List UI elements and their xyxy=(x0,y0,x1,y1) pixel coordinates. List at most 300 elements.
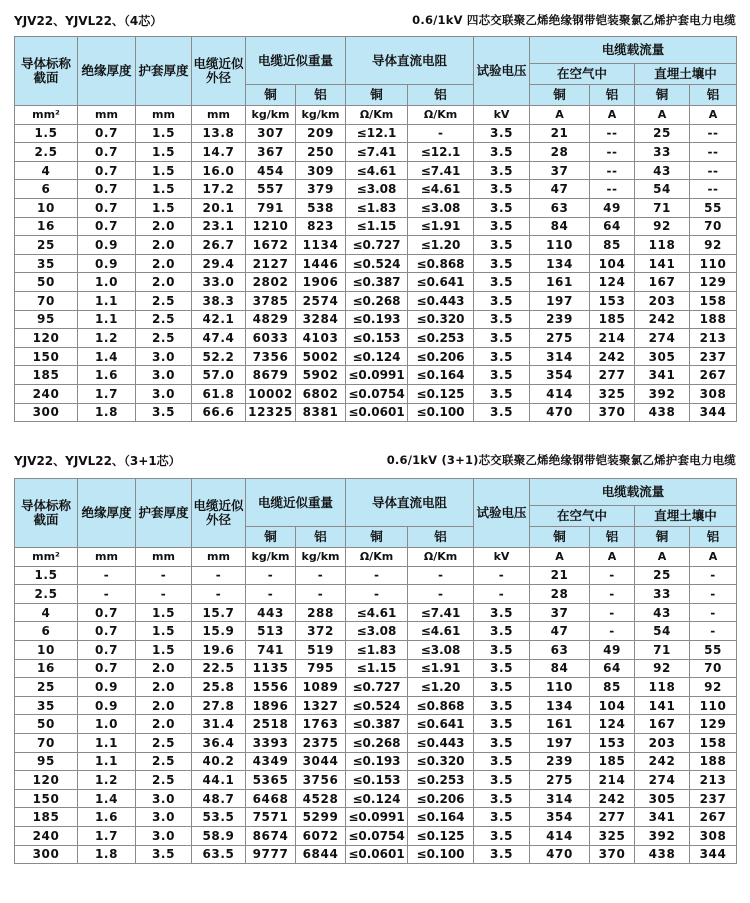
unit-cell: A xyxy=(530,106,590,125)
table-cell: -- xyxy=(590,143,635,162)
table-cell: 300 xyxy=(15,403,78,422)
table-cell: 120 xyxy=(15,771,78,790)
table-cell: 2.5 xyxy=(136,291,192,310)
header-resistance-cu: 铜 xyxy=(346,85,408,106)
table-row xyxy=(15,659,737,678)
table-cell: 3044 xyxy=(296,752,346,771)
table-cell: 70 xyxy=(15,733,78,752)
table-cell: 1.5 xyxy=(136,161,192,180)
table-cell: - xyxy=(408,566,474,585)
unit-cell: kV xyxy=(474,548,530,567)
table-cell: ≤12.1 xyxy=(346,124,408,143)
table-cell: 1.5 xyxy=(15,124,78,143)
table-cell: 2.0 xyxy=(136,236,192,255)
table-cell: 71 xyxy=(635,640,690,659)
unit-cell: Ω/Km xyxy=(346,106,408,125)
header-soil-cu: 铜 xyxy=(635,527,690,548)
table-cell: 250 xyxy=(296,143,346,162)
table-cell: 124 xyxy=(590,273,635,292)
table-row xyxy=(15,198,737,217)
table-cell: 25 xyxy=(635,124,690,143)
table-cell: ≤0.193 xyxy=(346,310,408,329)
header-sheath: 护套厚度 xyxy=(136,37,192,106)
table-cell: 3.0 xyxy=(136,384,192,403)
section1-model: YJV22、YJVL22、（4芯） xyxy=(14,14,163,28)
table-cell: 2574 xyxy=(296,291,346,310)
table-cell: 214 xyxy=(590,771,635,790)
table-row xyxy=(15,403,737,422)
table-cell: - xyxy=(690,566,737,585)
table-cell: - xyxy=(590,622,635,641)
table-cell: ≤1.91 xyxy=(408,217,474,236)
unit-cell: Ω/Km xyxy=(408,548,474,567)
table-cell: ≤1.20 xyxy=(408,236,474,255)
table-cell: 470 xyxy=(530,845,590,864)
table-cell: ≤4.61 xyxy=(346,603,408,622)
table-cell: 55 xyxy=(690,640,737,659)
table-cell: 1.6 xyxy=(78,366,136,385)
table-cell: 167 xyxy=(635,715,690,734)
table-cell: ≤0.727 xyxy=(346,678,408,697)
table-row xyxy=(15,696,737,715)
table-cell: ≤0.206 xyxy=(408,347,474,366)
table-cell: - xyxy=(474,566,530,585)
table-cell: 25 xyxy=(15,236,78,255)
table-cell: 325 xyxy=(590,826,635,845)
table-cell: 3.5 xyxy=(474,845,530,864)
table-cell: 0.7 xyxy=(78,143,136,162)
table-cell: - xyxy=(346,566,408,585)
table-cell: 414 xyxy=(530,384,590,403)
table-cell: 6033 xyxy=(246,329,296,348)
header-outer-diameter: 电缆近似外径 xyxy=(192,479,246,548)
table-cell: 22.5 xyxy=(192,659,246,678)
table-cell: ≤0.641 xyxy=(408,273,474,292)
table-cell: 240 xyxy=(15,826,78,845)
table-cell: 2.5 xyxy=(136,752,192,771)
table-row xyxy=(15,771,737,790)
table-cell: 6802 xyxy=(296,384,346,403)
table-cell: 1.0 xyxy=(78,715,136,734)
table-cell: 0.9 xyxy=(78,236,136,255)
table-cell: ≤0.125 xyxy=(408,384,474,403)
table-cell: 118 xyxy=(635,236,690,255)
header-air-cu: 铜 xyxy=(530,527,590,548)
table-cell: ≤1.83 xyxy=(346,198,408,217)
table-cell: 438 xyxy=(635,845,690,864)
table-cell: 0.9 xyxy=(78,696,136,715)
table-row xyxy=(15,291,737,310)
table-cell: 2.0 xyxy=(136,696,192,715)
table-cell: 203 xyxy=(635,291,690,310)
table-cell: 557 xyxy=(246,180,296,199)
table-cell: 3.5 xyxy=(474,254,530,273)
header-in-soil: 直埋土壤中 xyxy=(635,64,737,85)
table-cell: 52.2 xyxy=(192,347,246,366)
table-cell: 274 xyxy=(635,329,690,348)
table-cell: 95 xyxy=(15,752,78,771)
header-in-soil: 直埋土壤中 xyxy=(635,506,737,527)
table-cell: 185 xyxy=(590,752,635,771)
table-cell: 1.2 xyxy=(78,329,136,348)
table-cell: 55 xyxy=(690,198,737,217)
table-cell: 124 xyxy=(590,715,635,734)
table-cell: 209 xyxy=(296,124,346,143)
table-cell: 28 xyxy=(530,585,590,604)
table-cell: 7571 xyxy=(246,808,296,827)
table-cell: 29.4 xyxy=(192,254,246,273)
table-cell: 188 xyxy=(690,752,737,771)
table-cell: 1.5 xyxy=(15,566,78,585)
unit-cell: Ω/Km xyxy=(408,106,474,125)
table-cell: 4528 xyxy=(296,789,346,808)
table-cell: 309 xyxy=(296,161,346,180)
table-cell: 3.5 xyxy=(474,659,530,678)
table-cell: 305 xyxy=(635,789,690,808)
table-cell: 63 xyxy=(530,198,590,217)
table-cell: 150 xyxy=(15,789,78,808)
table-cell: - xyxy=(136,566,192,585)
table-row xyxy=(15,826,737,845)
table-cell: 354 xyxy=(530,808,590,827)
table-cell: 3.0 xyxy=(136,366,192,385)
table-cell: 104 xyxy=(590,696,635,715)
table-cell: 0.7 xyxy=(78,640,136,659)
section2-model: YJV22、YJVL22、（3+1芯） xyxy=(14,454,181,468)
table-cell: 3.5 xyxy=(474,310,530,329)
table-cell: 27.8 xyxy=(192,696,246,715)
table-cell: ≤0.253 xyxy=(408,329,474,348)
table-row xyxy=(15,310,737,329)
header-in-air: 在空气中 xyxy=(530,506,635,527)
table-cell: ≤4.61 xyxy=(408,180,474,199)
table-cell: 153 xyxy=(590,733,635,752)
table-cell: 0.7 xyxy=(78,603,136,622)
table-cell: 141 xyxy=(635,696,690,715)
table-cell: 47.4 xyxy=(192,329,246,348)
table-cell: 370 xyxy=(590,403,635,422)
table-cell: - xyxy=(192,585,246,604)
header-in-air: 在空气中 xyxy=(530,64,635,85)
table-cell: 2375 xyxy=(296,733,346,752)
header-soil-al: 铝 xyxy=(690,527,737,548)
table-cell: 120 xyxy=(15,329,78,348)
unit-cell: A xyxy=(590,548,635,567)
table-cell: 6 xyxy=(15,180,78,199)
table-cell: 3393 xyxy=(246,733,296,752)
header-air-al: 铝 xyxy=(590,85,635,106)
header-ampacity: 电缆载流量 xyxy=(530,37,737,64)
table-cell: 3.5 xyxy=(136,403,192,422)
table-cell: 31.4 xyxy=(192,715,246,734)
table-row xyxy=(15,715,737,734)
table-cell: 48.7 xyxy=(192,789,246,808)
table-cell: 3.5 xyxy=(474,329,530,348)
table-cell: 370 xyxy=(590,845,635,864)
table-cell: 167 xyxy=(635,273,690,292)
table-row xyxy=(15,236,737,255)
table-cell: 6844 xyxy=(296,845,346,864)
table-row xyxy=(15,622,737,641)
table-cell: 1.1 xyxy=(78,310,136,329)
table-cell: 70 xyxy=(690,659,737,678)
header-soil-cu: 铜 xyxy=(635,85,690,106)
table-cell: 275 xyxy=(530,329,590,348)
table-cell: ≤0.125 xyxy=(408,826,474,845)
table-cell: 35 xyxy=(15,696,78,715)
table-cell: 1.1 xyxy=(78,752,136,771)
unit-cell: mm xyxy=(136,548,192,567)
table-cell: 1.8 xyxy=(78,845,136,864)
table-cell: 3756 xyxy=(296,771,346,790)
table-cell: 19.6 xyxy=(192,640,246,659)
table-cell: 63 xyxy=(530,640,590,659)
table-cell: 392 xyxy=(635,384,690,403)
table-cell: - xyxy=(590,566,635,585)
table-cell: 185 xyxy=(590,310,635,329)
table-cell: 823 xyxy=(296,217,346,236)
table-cell: 3.5 xyxy=(474,403,530,422)
table-cell: 49 xyxy=(590,640,635,659)
header-ampacity: 电缆载流量 xyxy=(530,479,737,506)
table-row xyxy=(15,733,737,752)
table-cell: 3.5 xyxy=(474,640,530,659)
header-outer-diameter: 电缆近似外径 xyxy=(192,37,246,106)
table-cell: 23.1 xyxy=(192,217,246,236)
table-cell: 150 xyxy=(15,347,78,366)
table-cell: 0.7 xyxy=(78,161,136,180)
table-cell: 2.5 xyxy=(136,733,192,752)
section1-table xyxy=(14,36,737,422)
unit-cell: A xyxy=(530,548,590,567)
table-cell: 239 xyxy=(530,752,590,771)
table-row xyxy=(15,161,737,180)
table-cell: 129 xyxy=(690,715,737,734)
table-cell: 64 xyxy=(590,217,635,236)
table-cell: 1.5 xyxy=(136,198,192,217)
table-cell: ≤0.387 xyxy=(346,273,408,292)
header-resistance: 导体直流电阻 xyxy=(346,479,474,527)
table-cell: 454 xyxy=(246,161,296,180)
table-cell: 438 xyxy=(635,403,690,422)
table-cell: 2.5 xyxy=(15,585,78,604)
table-cell: 470 xyxy=(530,403,590,422)
table-cell: 314 xyxy=(530,347,590,366)
table-cell: 3.5 xyxy=(474,161,530,180)
table-cell: 267 xyxy=(690,808,737,827)
table-cell: 1.1 xyxy=(78,291,136,310)
table-cell: 3.5 xyxy=(474,696,530,715)
table-cell: - xyxy=(690,603,737,622)
table-cell: ≤7.41 xyxy=(408,161,474,180)
section2-table xyxy=(14,478,737,864)
table-cell: 213 xyxy=(690,771,737,790)
table-cell: 1089 xyxy=(296,678,346,697)
table-cell: ≤0.0991 xyxy=(346,808,408,827)
table-cell: ≤1.91 xyxy=(408,659,474,678)
table-cell: 1210 xyxy=(246,217,296,236)
table-cell: 110 xyxy=(690,696,737,715)
header-weight-cu: 铜 xyxy=(246,527,296,548)
table-cell: 344 xyxy=(690,403,737,422)
table-cell: ≤0.320 xyxy=(408,752,474,771)
table-cell: 277 xyxy=(590,366,635,385)
table-cell: - xyxy=(192,566,246,585)
table-cell: - xyxy=(590,603,635,622)
table-cell: 17.2 xyxy=(192,180,246,199)
table-cell: 84 xyxy=(530,659,590,678)
table-cell: 308 xyxy=(690,384,737,403)
table-row xyxy=(15,789,737,808)
header-weight: 电缆近似重量 xyxy=(246,37,346,85)
unit-cell: mm² xyxy=(15,106,78,125)
table-cell: ≤0.443 xyxy=(408,733,474,752)
table-cell: ≤0.268 xyxy=(346,733,408,752)
table-cell: ≤0.193 xyxy=(346,752,408,771)
table-cell: 58.9 xyxy=(192,826,246,845)
table-cell: 197 xyxy=(530,291,590,310)
header-air-al: 铝 xyxy=(590,527,635,548)
unit-cell: mm xyxy=(78,106,136,125)
unit-cell: kg/km xyxy=(246,548,296,567)
table-cell: 0.9 xyxy=(78,678,136,697)
table-cell: 3.5 xyxy=(474,678,530,697)
table-cell: 36.4 xyxy=(192,733,246,752)
table-cell: ≤0.164 xyxy=(408,366,474,385)
table-cell: 3.5 xyxy=(474,236,530,255)
table-cell: 277 xyxy=(590,808,635,827)
table-cell: 3.5 xyxy=(474,603,530,622)
table-cell: 213 xyxy=(690,329,737,348)
table-cell: 71 xyxy=(635,198,690,217)
table-cell: 741 xyxy=(246,640,296,659)
header-insulation: 绝缘厚度 xyxy=(78,479,136,548)
table-cell: ≤0.727 xyxy=(346,236,408,255)
table-cell: 10002 xyxy=(246,384,296,403)
unit-cell: A xyxy=(635,106,690,125)
table-cell: 538 xyxy=(296,198,346,217)
table-cell: 4829 xyxy=(246,310,296,329)
table-cell: 0.7 xyxy=(78,659,136,678)
table-cell: - xyxy=(136,585,192,604)
table-cell: 153 xyxy=(590,291,635,310)
table-cell: 1327 xyxy=(296,696,346,715)
table-cell: -- xyxy=(690,180,737,199)
table-cell: 519 xyxy=(296,640,346,659)
table-cell: 5365 xyxy=(246,771,296,790)
table-cell: 63.5 xyxy=(192,845,246,864)
unit-cell: mm xyxy=(78,548,136,567)
table-row xyxy=(15,808,737,827)
table-cell: ≤0.153 xyxy=(346,329,408,348)
table-cell: 3.5 xyxy=(474,273,530,292)
table-cell: 1763 xyxy=(296,715,346,734)
table-cell: ≤0.253 xyxy=(408,771,474,790)
table-cell: 305 xyxy=(635,347,690,366)
table-cell: 185 xyxy=(15,808,78,827)
table-cell: 2.5 xyxy=(136,329,192,348)
table-cell: 85 xyxy=(590,236,635,255)
table-cell: 95 xyxy=(15,310,78,329)
table-cell: 240 xyxy=(15,384,78,403)
table-cell: 25 xyxy=(635,566,690,585)
table-cell: 6072 xyxy=(296,826,346,845)
table-cell: 9777 xyxy=(246,845,296,864)
table-cell: 25.8 xyxy=(192,678,246,697)
table-cell: ≤1.15 xyxy=(346,659,408,678)
section1-header xyxy=(14,12,736,32)
table-cell: 13.8 xyxy=(192,124,246,143)
table-cell: 3.5 xyxy=(474,715,530,734)
table-cell: 354 xyxy=(530,366,590,385)
table-cell: 3.5 xyxy=(474,198,530,217)
table-cell: 2.0 xyxy=(136,715,192,734)
table-cell: 1.5 xyxy=(136,622,192,641)
table-cell: 1446 xyxy=(296,254,346,273)
table-cell: 92 xyxy=(690,678,737,697)
table-cell: -- xyxy=(690,143,737,162)
header-weight: 电缆近似重量 xyxy=(246,479,346,527)
table-cell: 104 xyxy=(590,254,635,273)
table-cell: - xyxy=(590,585,635,604)
table-cell: 28 xyxy=(530,143,590,162)
table-cell: 513 xyxy=(246,622,296,641)
table-cell: 341 xyxy=(635,366,690,385)
table-row xyxy=(15,585,737,604)
table-cell: 40.2 xyxy=(192,752,246,771)
table-cell: 3284 xyxy=(296,310,346,329)
table-cell: 239 xyxy=(530,310,590,329)
table-cell: 43 xyxy=(635,161,690,180)
table-cell: 3.5 xyxy=(474,384,530,403)
table-cell: ≤0.153 xyxy=(346,771,408,790)
table-cell: 300 xyxy=(15,845,78,864)
table-cell: 242 xyxy=(590,789,635,808)
table-cell: 2.0 xyxy=(136,678,192,697)
table-cell: ≤0.641 xyxy=(408,715,474,734)
table-cell: 2127 xyxy=(246,254,296,273)
table-cell: ≤0.0601 xyxy=(346,403,408,422)
table-cell: 141 xyxy=(635,254,690,273)
units-row xyxy=(15,106,737,125)
table-cell: -- xyxy=(590,161,635,180)
units-row xyxy=(15,548,737,567)
table-cell: ≤0.320 xyxy=(408,310,474,329)
unit-cell: mm xyxy=(192,106,246,125)
header-resistance-al: 铝 xyxy=(408,85,474,106)
table-cell: 3.5 xyxy=(474,180,530,199)
unit-cell: kg/km xyxy=(296,548,346,567)
table-cell: 50 xyxy=(15,715,78,734)
table-cell: 92 xyxy=(635,217,690,236)
table-cell: ≤0.443 xyxy=(408,291,474,310)
table-cell: ≤4.61 xyxy=(346,161,408,180)
section2-title: 0.6/1kV (3+1)芯交联聚乙烯绝缘钢带铠装聚氯乙烯护套电力电缆 xyxy=(386,453,736,467)
table-cell: 1.5 xyxy=(136,640,192,659)
table-cell: 16 xyxy=(15,659,78,678)
table-cell: 10 xyxy=(15,198,78,217)
table-row xyxy=(15,845,737,864)
table-cell: 64 xyxy=(590,659,635,678)
table-cell: 372 xyxy=(296,622,346,641)
table-cell: 341 xyxy=(635,808,690,827)
unit-cell: mm xyxy=(192,548,246,567)
table-cell: 16 xyxy=(15,217,78,236)
table-cell: 61.8 xyxy=(192,384,246,403)
table-row xyxy=(15,678,737,697)
table-cell: 367 xyxy=(246,143,296,162)
table-cell: 84 xyxy=(530,217,590,236)
